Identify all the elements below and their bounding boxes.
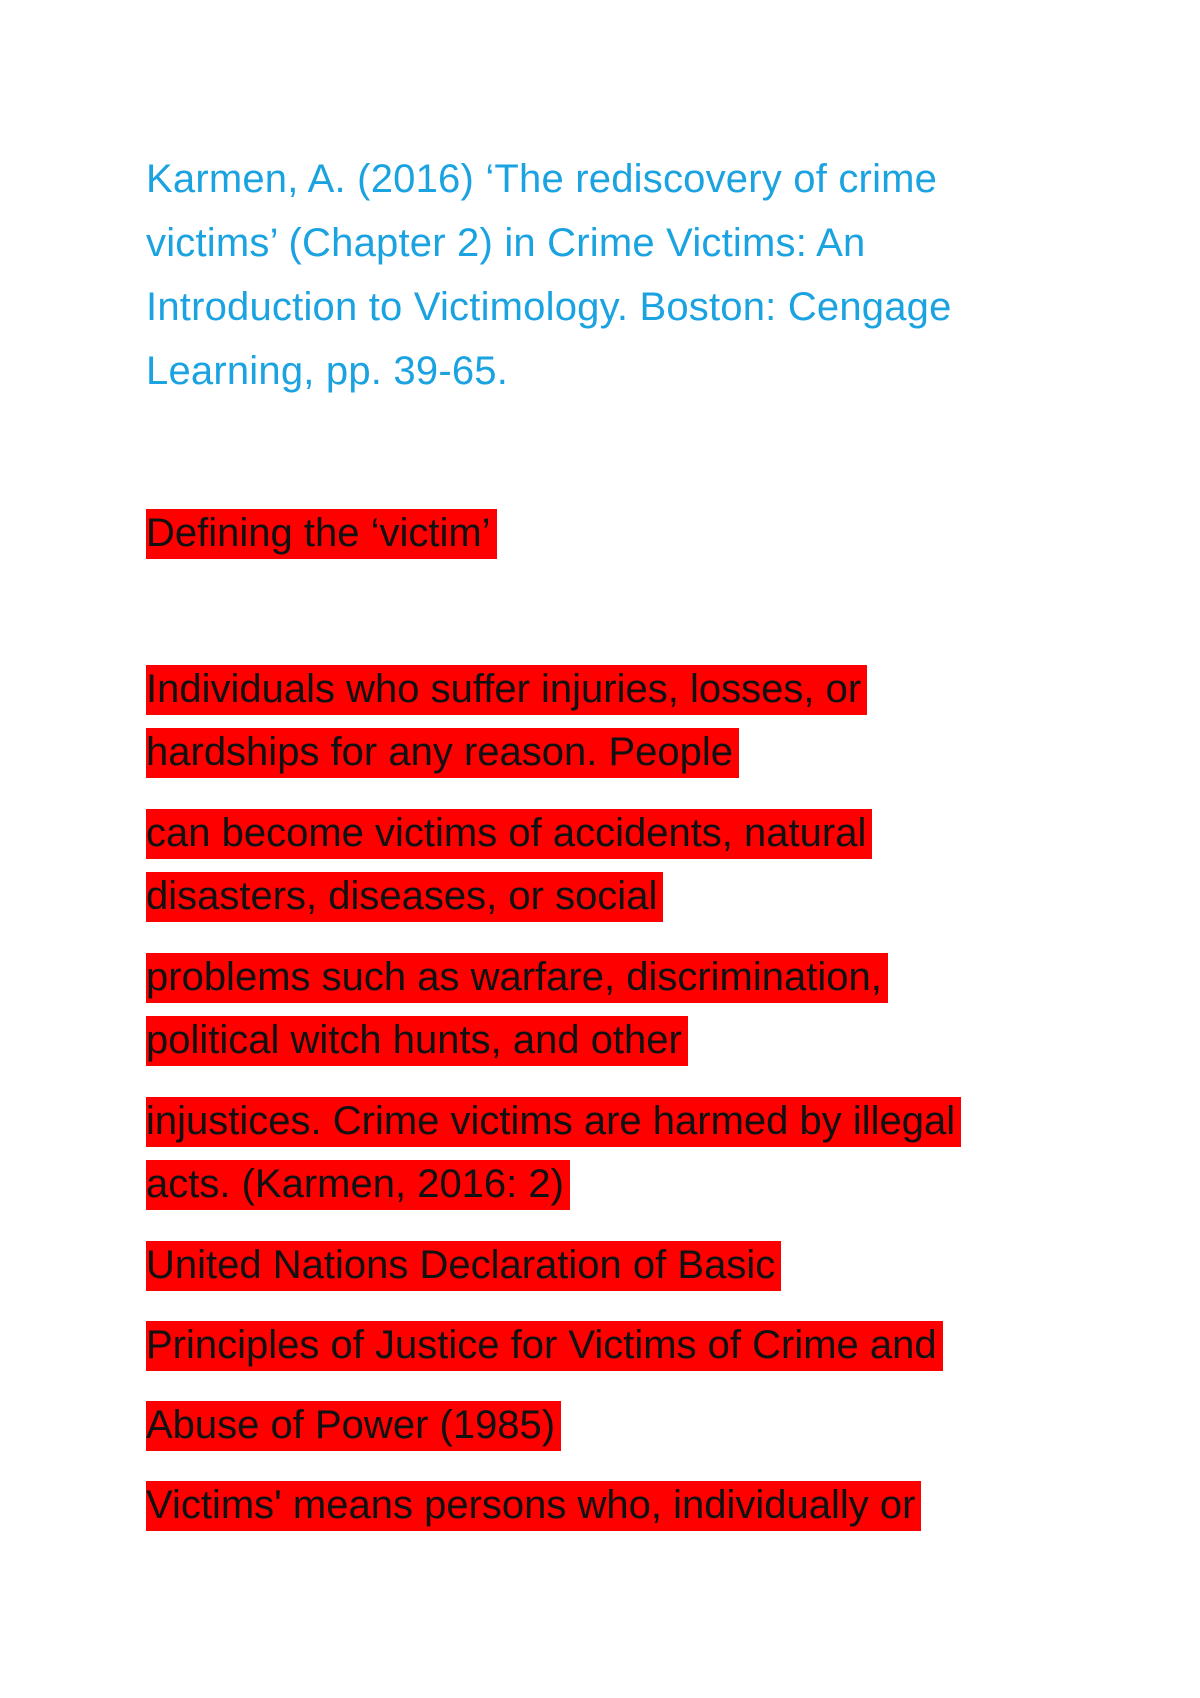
citation-line: Karmen, A. (2016) ‘The rediscovery of crime — [146, 157, 938, 201]
paragraph-line: Principles of Justice for Victims of Crime and — [146, 1321, 943, 1371]
highlighted-paragraph — [146, 1474, 1106, 1537]
highlighted-paragraph — [146, 1090, 1106, 1216]
highlighted-paragraph — [146, 802, 1106, 928]
paragraph-line: Individuals who suffer injuries, losses, or — [146, 665, 867, 715]
section-heading — [146, 503, 497, 563]
highlighted-paragraph — [146, 1234, 1106, 1297]
paragraph-line: hardships for any reason. People — [146, 728, 739, 778]
highlighted-paragraph — [146, 1314, 1106, 1377]
paragraph-line: disasters, diseases, or social — [146, 872, 663, 922]
paragraph-line: Victims' means persons who, individually or — [146, 1481, 921, 1531]
paragraph-line: political witch hunts, and other — [146, 1016, 688, 1066]
paragraph-line: can become victims of accidents, natural — [146, 809, 872, 859]
paragraph-line: injustices. Crime victims are harmed by illegal — [146, 1097, 961, 1147]
citation-line: Introduction to Victimology. Boston: Cengage — [146, 285, 952, 329]
citation-line: victims’ (Chapter 2) in Crime Victims: An — [146, 221, 866, 265]
paragraph-line: United Nations Declaration of Basic — [146, 1241, 781, 1291]
highlighted-paragraph — [146, 658, 1106, 784]
heading-text: Defining the ‘victim’ — [146, 509, 497, 559]
paragraph-line: acts. (Karmen, 2016: 2) — [146, 1160, 570, 1210]
citation-reference — [146, 147, 1086, 403]
paragraph-line: Abuse of Power (1985) — [146, 1401, 561, 1451]
highlighted-paragraph — [146, 946, 1106, 1072]
citation-line: Learning, pp. 39-65. — [146, 349, 509, 393]
paragraph-line: problems such as warfare, discrimination, — [146, 953, 888, 1003]
highlighted-paragraph — [146, 1394, 1106, 1457]
